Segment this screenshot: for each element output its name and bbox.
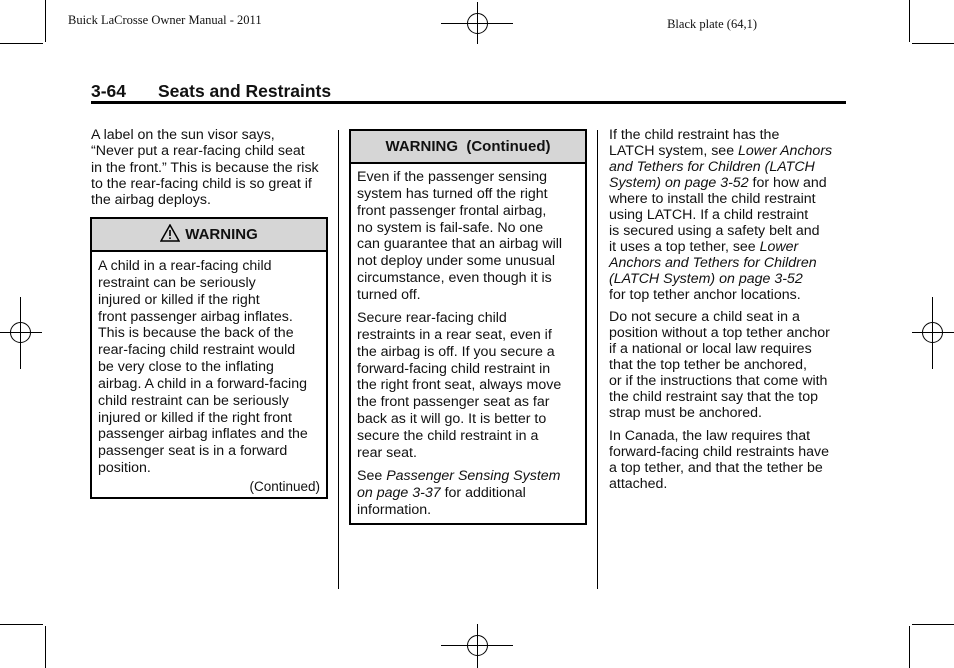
crop-mark (45, 0, 46, 42)
crop-mark (909, 0, 910, 42)
registration-mark-icon (912, 297, 954, 369)
cross-reference-link[interactable]: (LATCH System) on page 3-52 (609, 271, 803, 287)
warning-continued-header: WARNING (Continued) (351, 131, 585, 164)
section-heading (91, 81, 845, 102)
canada-paragraph: In Canada, the law requires that forward-facing child restraints have a top tether, and that the tether be attached. (609, 428, 830, 492)
warning-box (90, 217, 328, 499)
intro-paragraph: A label on the sun visor says, “Never put a rear-facing child seat in the front.” This is because the risk to the rear-facing child is so great if the airbag deploys. (91, 127, 319, 209)
page-number: 3-64 (91, 81, 127, 101)
cross-reference-link[interactable]: on page 3-37 (357, 484, 441, 501)
cross-reference-link[interactable]: Anchors and Tethers for Children (609, 255, 817, 271)
warning-title: WARNING (185, 226, 258, 243)
top-tether-paragraph: Do not secure a child seat in a position without a top tether anchor if a national or local law requires that the top tether be anchored, or if the instructions that come with the child restraint say that the top strap must be anchored. (609, 309, 830, 421)
warning-header (92, 219, 326, 252)
manual-title: Buick LaCrosse Owner Manual - 2011 (68, 13, 262, 27)
crop-mark (0, 43, 43, 44)
warning-continued-para-3: See Passenger Sensing System on page 3-37 for additional information. (357, 468, 561, 518)
registration-mark-icon (441, 624, 513, 668)
cross-reference-link[interactable]: Lower Anchors (738, 143, 833, 159)
continued-label: (Continued) (249, 479, 320, 494)
crop-mark (909, 626, 910, 668)
crop-mark (912, 43, 954, 44)
section-rule (91, 101, 846, 104)
column-divider (597, 130, 598, 589)
warning-triangle-icon (160, 224, 180, 246)
warning-continued-box (349, 129, 587, 525)
crop-mark (45, 626, 46, 668)
section-title: Seats and Restraints (158, 81, 332, 101)
plate-label: Black plate (64,1) (667, 17, 757, 31)
column-divider (338, 130, 339, 589)
crop-mark (912, 624, 954, 625)
warning-continued-para-1: Even if the passenger sensing system has turned off the right front passenger frontal airbag, no system is fail-safe. No one can guarantee that an airbag will not deploy under some unusual circumstance, even though it is turned off. (357, 169, 563, 303)
cross-reference-link[interactable]: and Tethers for Children (LATCH (609, 159, 815, 175)
registration-mark-icon (0, 297, 42, 369)
cross-reference-link[interactable]: Lower (759, 239, 799, 255)
registration-mark-icon (441, 2, 513, 44)
cross-reference-link[interactable]: System) on page 3-52 (609, 175, 749, 191)
cross-reference-link[interactable]: Passenger Sensing System (386, 468, 561, 484)
warning-body: A child in a rear-facing child restraint can be seriously injured or killed if the right front passenger airbag inflates. This is because the back of the rear-facing child restraint would be very close to the inflating airbag. A child in a forward-facing child restraint can be seriously injured or killed if the right front passenger airbag inflates and the passenger seat is in a forward position. (98, 258, 308, 477)
latch-paragraph: If the child restraint has the LATCH system, see Lower Anchors and Tethers for Children (LATCH System) on page 3-52 for how and where to install the child restraint using LATCH. If a child restraint is secured using a safety belt and it uses a top tether, see Lower Anchors and Tethers for Children (LATCH System) on page 3-52 for top tether anchor locations. (609, 127, 833, 303)
crop-mark (0, 624, 43, 625)
warning-continued-para-2: Secure rear-facing child restraints in a rear seat, even if the airbag is off. If you secure a forward-facing child restraint in the right front seat, always move the front passenger seat as far back as it will go. It is better to secure the child restraint in a rear seat. (357, 310, 562, 461)
